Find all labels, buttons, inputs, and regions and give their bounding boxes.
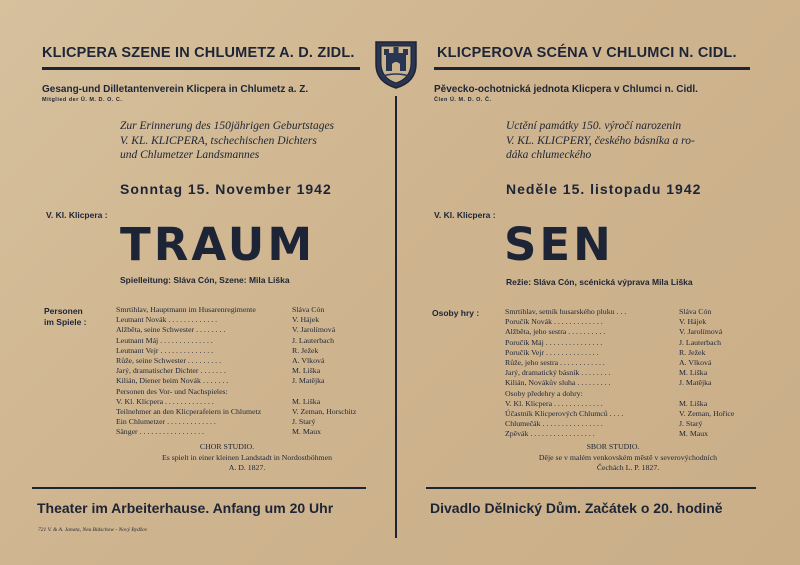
persons-label-line: Personen (44, 306, 83, 316)
cast-row (116, 427, 378, 437)
center-divider (395, 96, 397, 538)
left-cast-list (116, 305, 378, 437)
left-persons-label (44, 306, 87, 328)
cast-row (505, 338, 765, 348)
dedication-line: Zur Erinnerung des 150jährigen Geburtstages (120, 120, 335, 132)
cast-actor: A. Vlková (679, 357, 712, 367)
prologue-label: Osoby předehry a dohry: (505, 388, 583, 398)
cast-role: Kilián, Diener beim Novák . . . . . . . (116, 376, 229, 386)
right-dedication (506, 119, 695, 163)
cast-row (116, 366, 378, 376)
setting-line: Děje se v malém venkovském městě v severovýchodních (538, 452, 718, 462)
cast-row (505, 409, 765, 419)
cast-actor: M. Liška (292, 366, 321, 376)
right-member: Člen Ú. M. D. O. Č. (434, 97, 492, 103)
dedication-line: V. KL. KLICPERA, tschechischen Dichters (120, 134, 317, 147)
cast-row (505, 378, 765, 388)
right-play-title: SEN (504, 218, 614, 271)
cast-actor: M. Maux (679, 429, 709, 439)
cast-role: Leutnant Vejr . . . . . . . . . . . . . . (116, 345, 214, 355)
choir-line: CHOR STUDIO. (199, 442, 255, 451)
cast-actor: M. Liška (679, 368, 708, 378)
right-footer-rule (426, 487, 756, 489)
cast-role: Alžběta, seine Schwester . . . . . . . . (116, 325, 226, 335)
right-org: Pěvecko-ochotnická jednota Klicpera v Chlumci n. Cidl. (434, 84, 698, 95)
cast-actor: V. Zeman, Horschitz (292, 406, 357, 416)
cast-actor: R. Ježek (679, 347, 706, 357)
dedication-line: dáka chlumeckého (506, 149, 592, 161)
cast-row (505, 429, 765, 439)
left-footer: Theater im Arbeiterhause. Anfang um 20 Uhr (37, 500, 334, 516)
left-header-rule (42, 67, 360, 70)
cast-row (116, 315, 378, 325)
cast-role: V. Kl. Klicpera . . . . . . . . . . . . . (116, 396, 214, 406)
left-org: Gesang-und Dilletantenverein Klicpera in Chlumetz a. Z. (42, 84, 309, 95)
cast-role: Zpěvák . . . . . . . . . . . . . . . . . (505, 429, 595, 439)
cast-role: Chlumečák . . . . . . . . . . . . . . . . (505, 419, 603, 429)
choir-line: SBOR STUDIO. (586, 442, 640, 451)
right-author-label: V. Kl. Klicpera : (434, 210, 496, 220)
cast-row (505, 348, 765, 358)
cast-actor: J. Matějka (292, 376, 325, 386)
cast-actor: V. Hájek (679, 317, 707, 327)
cast-role: Růže, seine Schwester . . . . . . . . . (116, 355, 222, 365)
cast-role: Poručík Máj . . . . . . . . . . . . . . . (505, 337, 603, 347)
cast-actor: J. Matějka (679, 378, 712, 388)
right-header: KLICPEROVA SCÉNA V CHLUMCI N. CIDL. (437, 45, 737, 61)
cast-actor: V. Zeman, Hořice (679, 408, 735, 418)
left-play-title: TRAUM (120, 218, 316, 271)
cast-row (116, 417, 378, 427)
left-footer-rule (32, 487, 366, 489)
cast-role: Růže, jeho sestra . . . . . . . . . . . . (505, 357, 605, 367)
cast-row (116, 305, 378, 315)
cast-row (505, 419, 765, 429)
left-header: KLICPERA SZENE IN CHLUMETZ A. D. ZIDL. (42, 45, 355, 61)
cast-actor: A. Vlková (292, 355, 325, 365)
cast-role: Smrtihlav, Hauptmann im Husarenregimente (116, 305, 256, 314)
cast-actor: M. Maux (292, 427, 322, 437)
left-author-label: V. Kl. Klicpera : (46, 210, 108, 220)
right-cast-list (505, 307, 765, 439)
dedication-line: V. KL. KLICPERY, českého básníka a ro- (506, 134, 695, 147)
cast-row (505, 368, 765, 378)
cast-actor: Sláva Cón (679, 307, 712, 316)
cast-role: Kilián, Novákův sluha . . . . . . . . . (505, 378, 611, 388)
persons-label-line: im Spiele : (44, 317, 87, 327)
setting-line: Es spielt in einer kleinen Landstadt in Nordostböhmen (162, 452, 332, 462)
right-header-rule (434, 67, 750, 70)
cast-actor: J. Lauterbach (679, 337, 721, 347)
cast-role: Leutnant Novák . . . . . . . . . . . . . (116, 315, 218, 325)
cast-actor: V. Hájek (292, 315, 320, 325)
left-setting-block (116, 442, 378, 474)
cast-role: Účastník Klicperových Chlumců . . . . (505, 408, 624, 418)
cast-row (116, 356, 378, 366)
cast-role: Poručík Novák . . . . . . . . . . . . . (505, 317, 603, 327)
left-dedication (120, 119, 334, 163)
setting-line: Čechách L. P. 1827. (596, 463, 660, 472)
setting-line: A. D. 1827. (228, 463, 266, 472)
cast-row (505, 358, 765, 368)
cast-role: Jarý, dramatischer Dichter . . . . . . . (116, 366, 226, 376)
right-setting-block (493, 442, 763, 474)
cast-actor: J. Starý (292, 417, 316, 427)
cast-role: Leutnant Máj . . . . . . . . . . . . . . (116, 335, 213, 345)
cast-actor: J. Lauterbach (292, 335, 334, 345)
prologue-label: Personen des Vor- und Nachspieles: (116, 386, 228, 396)
right-direction: Režie: Sláva Cón, scénická výprava Mila Liška (506, 277, 693, 287)
cast-actor: V. Jarolímová (292, 325, 336, 335)
left-member: Mitglied der Ü. M. D. O. C. (42, 97, 123, 103)
cast-row (116, 325, 378, 335)
cast-row (116, 407, 378, 417)
cast-row (505, 307, 765, 317)
cast-actor: J. Starý (679, 419, 703, 429)
cast-actor: Sláva Cón (292, 305, 325, 314)
left-date: Sonntag 15. November 1942 (120, 181, 332, 197)
cast-role: Ein Chlumetzer . . . . . . . . . . . . . (116, 417, 216, 427)
cast-role: Jarý, dramatický básník . . . . . . . . (505, 368, 611, 378)
cast-role: V. Kl. Klicpera . . . . . . . . . . . . . (505, 398, 603, 408)
cast-row (116, 376, 378, 386)
right-footer: Divadlo Dělnický Dům. Začátek o 20. hodině (430, 500, 723, 516)
cast-actor: R. Ježek (292, 345, 319, 355)
cast-role: Poručík Vejr . . . . . . . . . . . . . . (505, 347, 599, 357)
dedication-line: und Chlumetzer Landsmannes (120, 149, 260, 161)
right-persons-label: Osoby hry : (432, 308, 480, 318)
cast-role: Teilnehmer an den Klicperafeiern in Chlumetz (116, 406, 262, 416)
cast-row (505, 399, 765, 409)
dedication-line: Uctění památky 150. výročí narozenin (506, 120, 682, 132)
cast-actor: M. Liška (679, 398, 708, 408)
town-coat-of-arms-icon (373, 38, 419, 90)
cast-actor: M. Liška (292, 396, 321, 406)
cast-row (116, 346, 378, 356)
right-date: Neděle 15. listopadu 1942 (506, 181, 702, 197)
cast-row (116, 397, 378, 407)
printer-imprint: 721 V. & A. Janata, Neu Bidschow - Nový Bydžov (38, 527, 148, 533)
left-direction: Spielleitung: Sláva Cón, Szene: Mila Liška (120, 275, 290, 285)
cast-row (505, 327, 765, 337)
cast-actor: V. Jarolímová (679, 327, 723, 337)
cast-role: Alžběta, jeho sestra . . . . . . . . . . (505, 327, 606, 337)
cast-row (505, 317, 765, 327)
cast-role: Sänger . . . . . . . . . . . . . . . . . (116, 427, 204, 437)
cast-row (116, 336, 378, 346)
cast-role: Smrtihlav, setník husarského pluku . . . (505, 307, 627, 316)
